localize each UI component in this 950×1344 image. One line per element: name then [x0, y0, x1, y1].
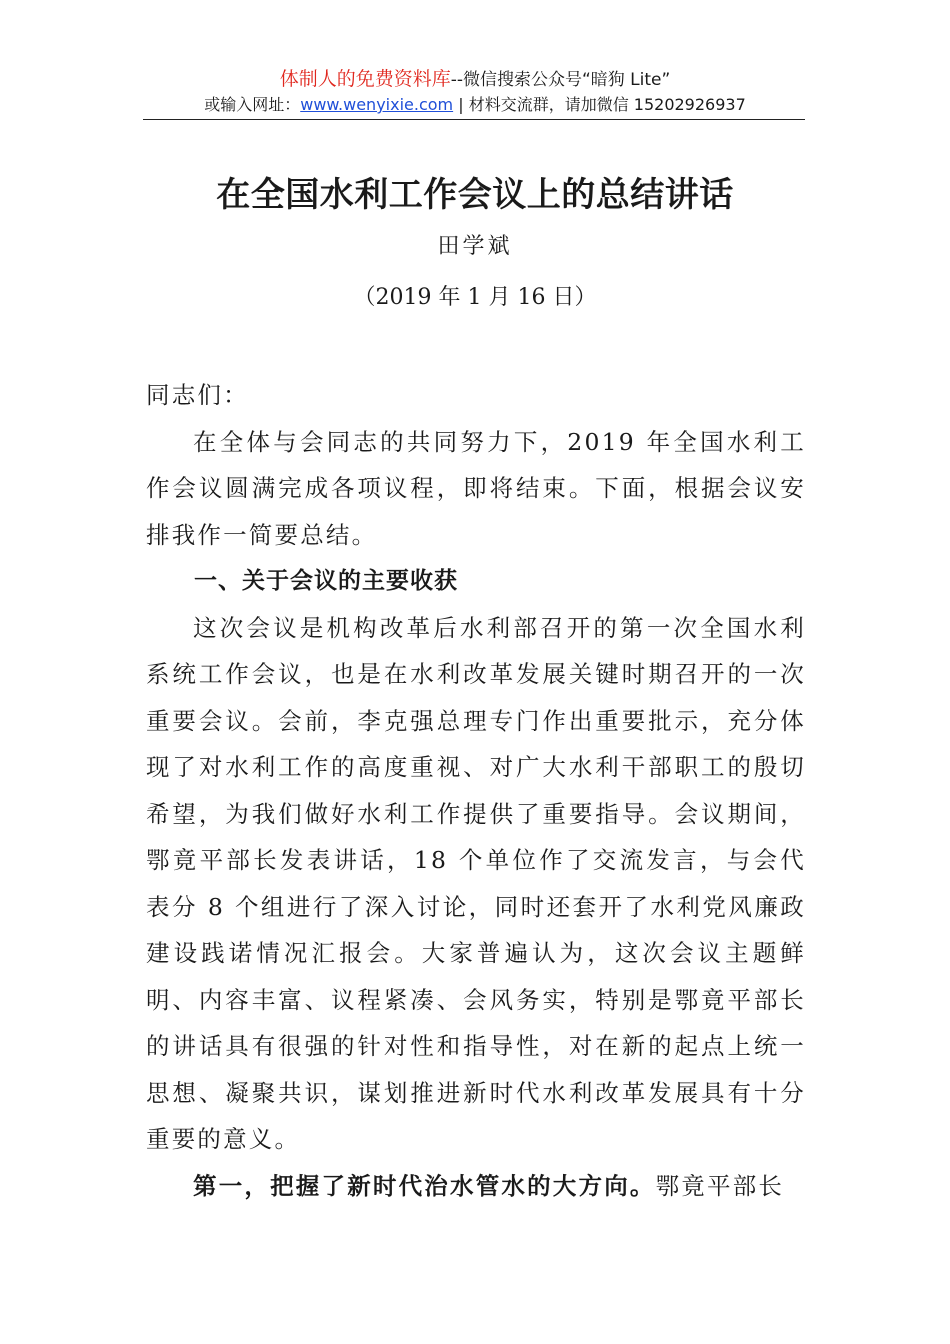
document-body: [146, 372, 806, 1209]
header-url-prefix: 或输入网址：: [204, 95, 301, 114]
document-date: （2019 年 1 月 16 日）: [353, 285, 597, 310]
header-line-1: [0, 68, 950, 91]
document-author: 田学斌: [437, 234, 513, 259]
header-brand: 体制人的免费资料库: [279, 68, 451, 90]
section-heading-1: 一、关于会议的主要收获: [194, 568, 458, 594]
document-title: 在全国水利工作会议上的总结讲话: [216, 175, 734, 215]
header-tagline: --微信搜索公众号“暗狗 Lite”: [450, 70, 671, 90]
header-divider: [143, 119, 805, 120]
header-line-2: [0, 94, 950, 116]
header-contact: | 材料交流群，请加微信 15202926937: [453, 95, 746, 114]
paragraph-3-lead: 第一，把握了新时代治水管水的大方向。: [193, 1171, 656, 1200]
paragraph-3-text: 鄂竟平部长: [655, 1171, 785, 1200]
paragraph-3: [146, 1163, 806, 1210]
paragraph-1: 在全体与会同志的共同努力下，2019 年全国水利工作会议圆满完成各项议程，即将结束。下面，根据会议安排我作一简要总结。: [146, 427, 806, 549]
salutation: 同志们：: [146, 381, 249, 409]
header-url-link[interactable]: www.wenyixie.com: [300, 95, 454, 114]
paragraph-2: 这次会议是机构改革后水利部召开的第一次全国水利系统工作会议，也是在水利改革发展关键时期召开的一次重要会议。会前，李克强总理专门作出重要批示，充分体现了对水利工作的高度重视、对广大水利干部职工的殷切希望，为我们做好水利工作提供了重要指导。会议期间，鄂竟平部长发表讲话，18 个单位作了交流发言，与会代表分 8 个组进行了深入讨论，同时还套开了水利党风廉政建设践诺情况汇报会。大家普遍认为，这次会议主题鲜明、内容丰富、议程紧凑、会风务实，特别是鄂竟平部长的讲话具有很强的针对性和指导性，对在新的起点上统一思想、凝聚共识，谋划推进新时代水利改革发展具有十分重要的意义。: [146, 613, 806, 1153]
